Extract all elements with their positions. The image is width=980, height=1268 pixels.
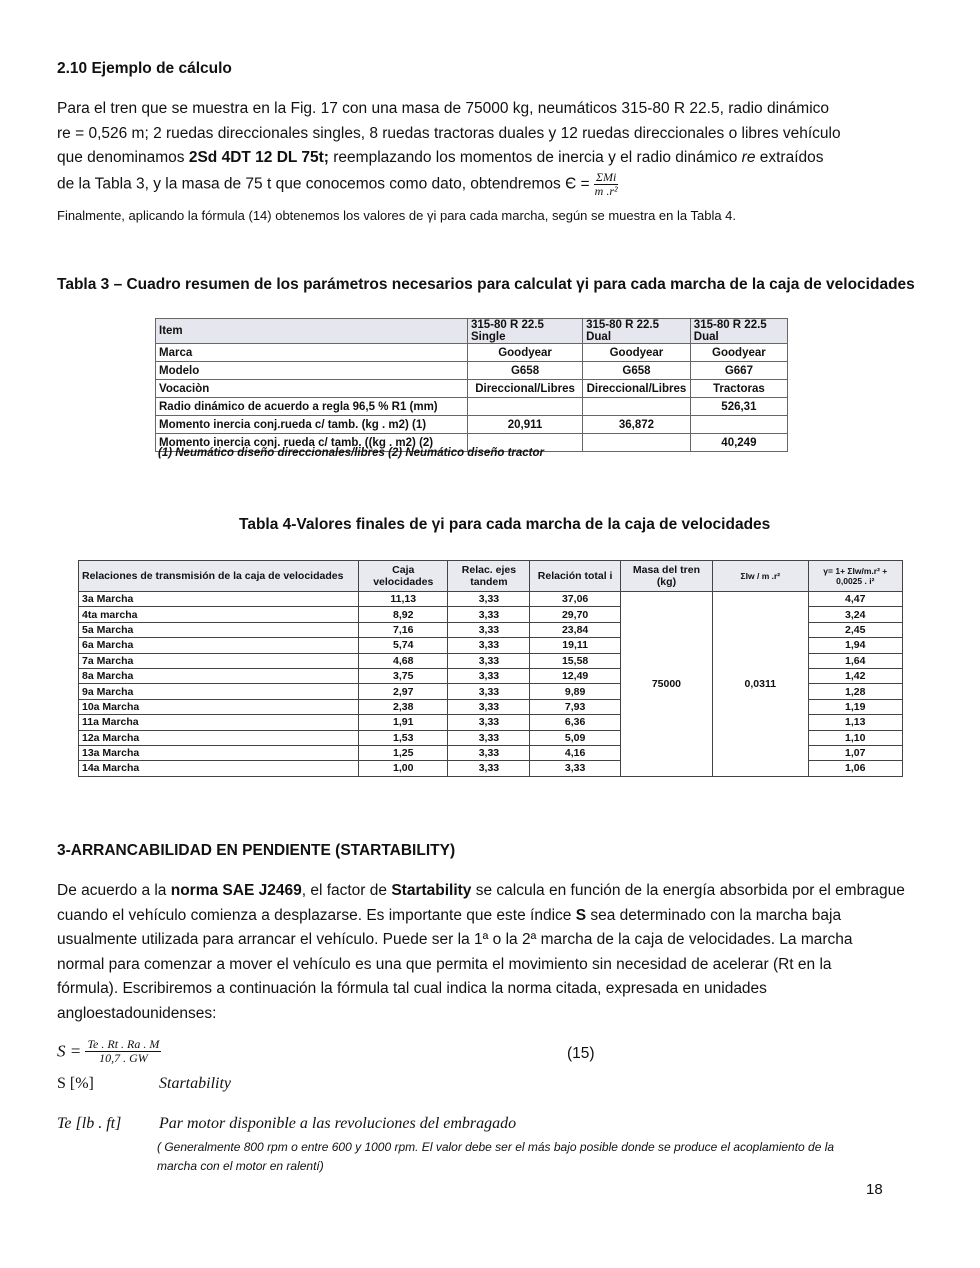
gear-label: 4ta marcha xyxy=(79,607,359,622)
table4-header-row xyxy=(79,561,903,592)
table3-cell xyxy=(583,398,691,416)
table3-caption: Tabla 3 – Cuadro resumen de los parámetros necesarios para calculat γi para cada marcha de la caja de velocidades xyxy=(57,276,915,293)
table4-header-cell: ΣIw / m .r² xyxy=(713,561,808,592)
table4-cell: 3,33 xyxy=(448,638,530,653)
gear-label: 9a Marcha xyxy=(79,684,359,699)
def-te-text: Par motor disponible a las revoluciones del embragado xyxy=(159,1115,517,1132)
table4-header-cell: Masa del tren (kg) xyxy=(620,561,712,592)
table3-cell: 40,249 xyxy=(690,434,787,452)
gamma-cell: 1,13 xyxy=(808,715,902,730)
table4-cell: 1,25 xyxy=(359,745,448,760)
table4-cell: 23,84 xyxy=(530,622,620,637)
masa-tren-cell: 75000 xyxy=(620,592,712,777)
table4-cell: 1,00 xyxy=(359,761,448,776)
table3 xyxy=(155,318,788,452)
gear-label: 5a Marcha xyxy=(79,622,359,637)
table3-cell: G667 xyxy=(690,362,787,380)
gear-label: 13a Marcha xyxy=(79,745,359,760)
table4-cell: 3,33 xyxy=(448,668,530,683)
table3-cell: G658 xyxy=(468,362,583,380)
table4-cell: 3,75 xyxy=(359,668,448,683)
table3-row-label: Vocaciòn xyxy=(156,380,468,398)
section-title: 2.10 Ejemplo de cálculo xyxy=(57,60,232,77)
gamma-cell: 4,47 xyxy=(808,592,902,607)
table3-row xyxy=(156,416,788,434)
table3-row-label: Item xyxy=(156,319,468,344)
table4-cell: 15,58 xyxy=(530,653,620,668)
table4-cell: 3,33 xyxy=(448,699,530,714)
gamma-cell: 1,19 xyxy=(808,699,902,714)
table4-cell: 3,33 xyxy=(530,761,620,776)
table4-cell: 11,13 xyxy=(359,592,448,607)
inercia-factor-cell: 0,0311 xyxy=(713,592,808,777)
section3-title: 3-ARRANCABILIDAD EN PENDIENTE (STARTABILITY) xyxy=(57,842,456,859)
gear-label: 6a Marcha xyxy=(79,638,359,653)
gear-label: 3a Marcha xyxy=(79,592,359,607)
table3-row xyxy=(156,319,788,344)
gear-label: 10a Marcha xyxy=(79,699,359,714)
gamma-cell: 1,64 xyxy=(808,653,902,668)
table4-cell: 8,92 xyxy=(359,607,448,622)
table4-cell: 3,33 xyxy=(448,592,530,607)
table3-row xyxy=(156,380,788,398)
table4-header-cell: Relac. ejes tandem xyxy=(448,561,530,592)
table3-cell: Tractoras xyxy=(690,380,787,398)
table4-row xyxy=(79,592,903,607)
table4-cell: 2,97 xyxy=(359,684,448,699)
def-te-note: ( Generalmente 800 rpm o entre 600 y 1000 rpm. El valor debe ser el más bajo posible donde se produce el acoplamiento de la marcha con el motor en ralentí) xyxy=(157,1140,835,1173)
gamma-cell: 1,94 xyxy=(808,638,902,653)
def-s-text: Startability xyxy=(159,1075,231,1092)
table4-cell: 3,33 xyxy=(448,745,530,760)
table3-cell: G658 xyxy=(583,362,691,380)
gamma-cell: 1,06 xyxy=(808,761,902,776)
table3-cell: Direccional/Libres xyxy=(583,380,691,398)
table4-cell: 5,74 xyxy=(359,638,448,653)
table3-cell: 36,872 xyxy=(583,416,691,434)
table3-row-label: Momento inercia conj.rueda c/ tamb. (kg . m2) (1) xyxy=(156,416,468,434)
table3-cell: 20,911 xyxy=(468,416,583,434)
table3-cell: Goodyear xyxy=(690,344,787,362)
table4-cell: 3,33 xyxy=(448,622,530,637)
table4-header-cell: γ= 1+ ΣIw/m.r² + 0,0025 . i² xyxy=(808,561,902,592)
table4-cell: 7,93 xyxy=(530,699,620,714)
table3-cell xyxy=(468,398,583,416)
section3-paragraph: De acuerdo a la norma SAE J2469, el factor de Startability se calcula en función de la energía absorbida por el embrague cuando el vehículo comienza a desplazarse. Es importante que este índice S sea determinado con la marcha baja usualmente utilizada para arrancar el vehículo. Puede ser la 1ª o la 2ª marcha de la caja de velocidades. La marcha normal para comenzar a mover el vehículo es una que permita el movimiento sin necesidad de acelerar (Rt en la fórmula). Escribiremos a continuación la fórmula tal cual indica la norma citada, expresada en unidades angloestadounidenses: xyxy=(57,882,905,1022)
table3-row xyxy=(156,344,788,362)
table4-cell: 3,33 xyxy=(448,607,530,622)
table4-cell: 4,68 xyxy=(359,653,448,668)
table4-cell: 3,33 xyxy=(448,730,530,745)
gear-label: 14a Marcha xyxy=(79,761,359,776)
intro-final-line: Finalmente, aplicando la fórmula (14) obtenemos los valores de γi para cada marcha, según se muestra en la Tabla 4. xyxy=(57,208,737,223)
table4-cell: 1,91 xyxy=(359,715,448,730)
table4-cell: 2,38 xyxy=(359,699,448,714)
page-number: 18 xyxy=(866,1181,883,1198)
table3-row-label: Momento inercia conj. rueda c/ tamb. ((kg . m2) (2) xyxy=(156,434,468,452)
table4-cell: 9,89 xyxy=(530,684,620,699)
gear-label: 12a Marcha xyxy=(79,730,359,745)
table4-cell: 3,33 xyxy=(448,684,530,699)
table4-cell: 5,09 xyxy=(530,730,620,745)
intro-paragraph: Para el tren que se muestra en la Fig. 17 con una masa de 75000 kg, neumáticos 315-80 R 22.5, radio dinámico re = 0,526 m; 2 ruedas direccionales singles, 8 ruedas tractoras duales y 12 ruedas direccionales o libres vehículo que denominamos 2Sd 4DT 12 DL 75t; reemplazando los momentos de inercia y el radio dinámico re extraídos de la Tabla 3, y la masa de 75 t que conocemos como dato, obtendremos Є = $\frac{\text{ΣMi}}{\text{m .r²}}$ xyxy=(57,100,841,198)
table3-cell: 526,31 xyxy=(690,398,787,416)
table4 xyxy=(78,560,903,777)
table4-header-cell: Relaciones de transmisión de la caja de velocidades xyxy=(79,561,359,592)
table4-cell: 3,33 xyxy=(448,761,530,776)
table4-cell: 37,06 xyxy=(530,592,620,607)
table4-cell: 29,70 xyxy=(530,607,620,622)
table4-cell: 19,11 xyxy=(530,638,620,653)
table3-cell: 315-80 R 22.5 Single xyxy=(468,319,583,344)
table3-row xyxy=(156,362,788,380)
formula-number: (15) xyxy=(567,1045,595,1062)
table4-cell: 3,33 xyxy=(448,653,530,668)
def-s-symbol: S [%] xyxy=(57,1075,94,1092)
startability-formula: S = $\frac{Te . Rt . Ra . M}{10,7 . GW}$ xyxy=(57,1037,160,1065)
table3-cell: 315-80 R 22.5 Dual xyxy=(583,319,691,344)
gamma-cell: 1,10 xyxy=(808,730,902,745)
table3-row-label: Radio dinámico de acuerdo a regla 96,5 % R1 (mm) xyxy=(156,398,468,416)
table3-note: (1) Neumático diseño direccionales/libres (2) Neumático diseño tractor xyxy=(158,447,544,459)
gamma-cell: 2,45 xyxy=(808,622,902,637)
table3-cell xyxy=(583,434,691,452)
table3-cell: Direccional/Libres xyxy=(468,380,583,398)
table3-cell: 315-80 R 22.5 Dual xyxy=(690,319,787,344)
table4-header-cell: Caja velocidades xyxy=(359,561,448,592)
table3-cell: Goodyear xyxy=(583,344,691,362)
gamma-cell: 1,42 xyxy=(808,668,902,683)
gear-label: 11a Marcha xyxy=(79,715,359,730)
table3-cell: Goodyear xyxy=(468,344,583,362)
table4-cell: 7,16 xyxy=(359,622,448,637)
table4-cell: 1,53 xyxy=(359,730,448,745)
table3-row-label: Marca xyxy=(156,344,468,362)
table4-cell: 6,36 xyxy=(530,715,620,730)
table4-caption: Tabla 4-Valores finales de γi para cada marcha de la caja de velocidades xyxy=(239,516,771,533)
def-te-symbol: Te [lb . ft] xyxy=(57,1115,122,1132)
table4-header-cell: Relación total i xyxy=(530,561,620,592)
gamma-cell: 1,28 xyxy=(808,684,902,699)
gamma-cell: 3,24 xyxy=(808,607,902,622)
table3-row-label: Modelo xyxy=(156,362,468,380)
gear-label: 7a Marcha xyxy=(79,653,359,668)
table4-cell: 4,16 xyxy=(530,745,620,760)
table4-cell: 3,33 xyxy=(448,715,530,730)
gamma-cell: 1,07 xyxy=(808,745,902,760)
table3-cell xyxy=(690,416,787,434)
gear-label: 8a Marcha xyxy=(79,668,359,683)
table3-row xyxy=(156,398,788,416)
table4-cell: 12,49 xyxy=(530,668,620,683)
epsilon-fraction: $\frac{\text{ΣMi}}{\text{m .r²}}$ xyxy=(594,169,618,198)
